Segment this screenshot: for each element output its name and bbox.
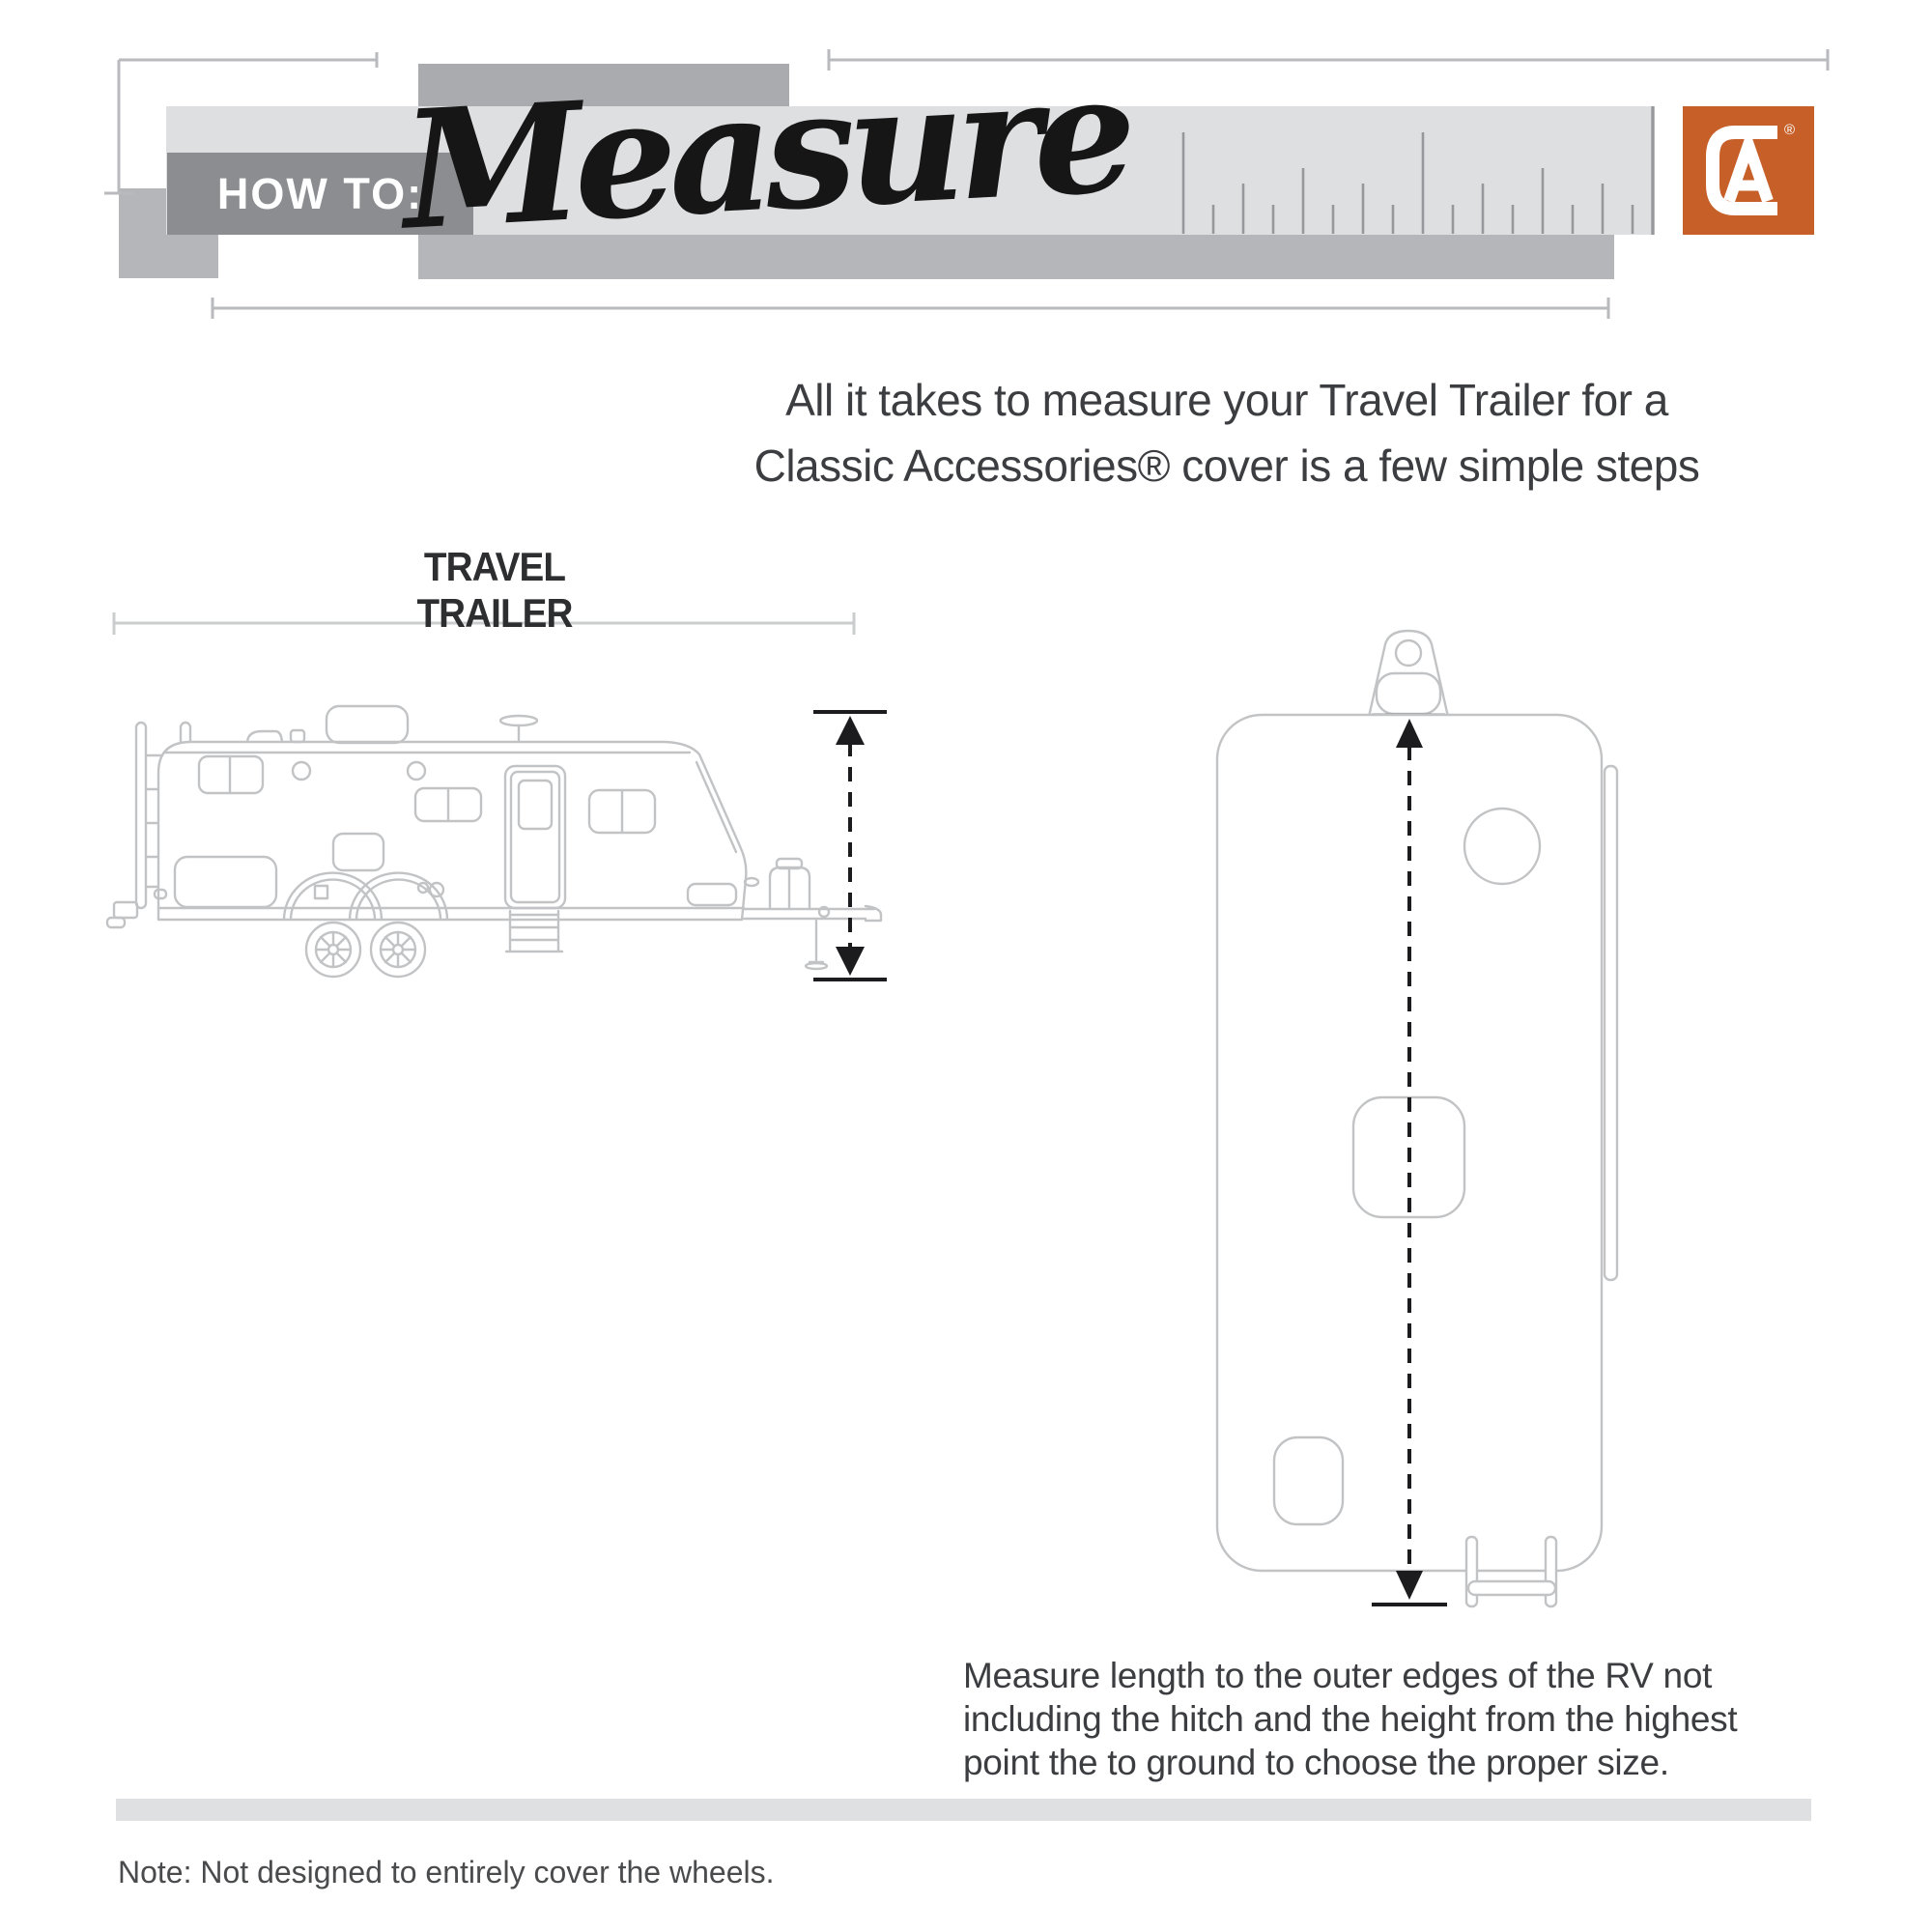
- intro-line-2: Classic Accessories® cover is a few simple steps: [753, 440, 1700, 491]
- propane-tanks: [770, 859, 810, 908]
- page-title-script: Measure: [398, 37, 1133, 267]
- measuring-instructions: [963, 1654, 1813, 1784]
- dimension-line-below-header: [213, 298, 1608, 319]
- registered-mark: ®: [1783, 122, 1795, 138]
- instructions-line-3: point the to ground to choose the proper size.: [963, 1743, 1669, 1782]
- intro-text: [580, 367, 1874, 498]
- tv-antenna: [500, 716, 537, 742]
- trailer-side-view-diagram: [97, 638, 927, 1005]
- section-label-travel-trailer: TRAVEL TRAILER: [416, 544, 573, 636]
- tongue-jack: [806, 907, 829, 969]
- roof-ac-unit: [327, 706, 408, 743]
- trailer-top-view-diagram: [1188, 618, 1662, 1642]
- wheels: [306, 923, 425, 977]
- bottom-divider-bar: [116, 1799, 1811, 1821]
- how-to-label: HOW TO:: [216, 168, 424, 218]
- trailer-top-view-line-art: [1217, 631, 1617, 1606]
- instructions-line-2: including the hitch and the height from the highest: [963, 1699, 1738, 1739]
- classic-accessories-logo: [1683, 106, 1814, 235]
- intro-line-1: All it takes to measure your Travel Trailer for a: [785, 375, 1668, 425]
- wheels-note: Note: Not designed to entirely cover the wheels.: [118, 1855, 775, 1889]
- hitch-coupler: [1369, 631, 1448, 717]
- instructions-line-1: Measure length to the outer edges of the RV not: [963, 1656, 1713, 1695]
- height-measurement-arrow: [813, 712, 887, 980]
- ruler-ticks: [1183, 106, 1653, 235]
- awning-rail: [1605, 766, 1617, 1280]
- hitch-tongue: [744, 906, 881, 921]
- trailer-side-view-line-art: [107, 706, 881, 977]
